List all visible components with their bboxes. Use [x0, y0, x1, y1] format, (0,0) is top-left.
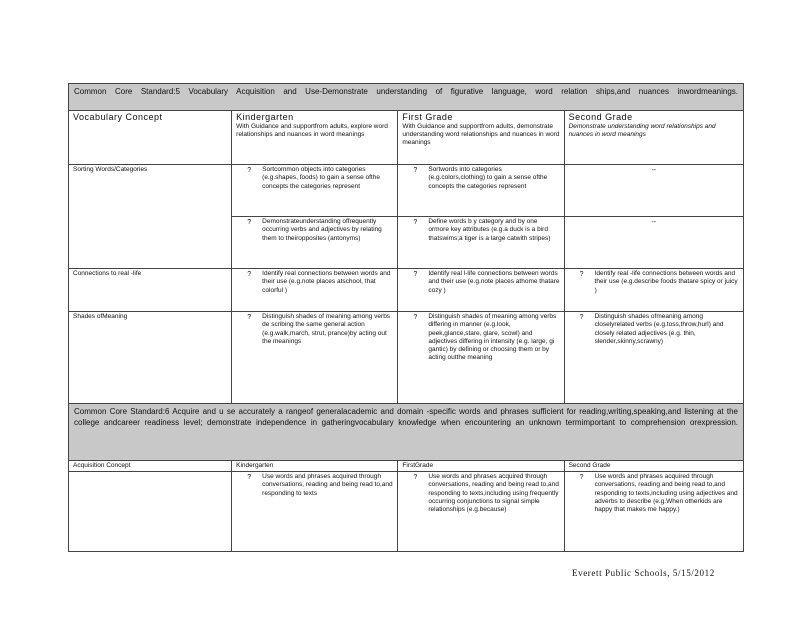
bullet-glyph: ? — [413, 219, 418, 226]
shades-k-cell — [232, 312, 398, 404]
second-grade-title: Second Grade — [568, 112, 633, 122]
shades-label-cell — [69, 312, 232, 404]
acquisition-s-cell — [564, 472, 743, 552]
shades-s-text: Distinguish shades ofmeaning among closelyrelated verbs (e.g.toss,throw,hurl) and closely related adjectives (e.g. thin, slender,skinny,scrawny) — [594, 313, 724, 345]
first-grade-header — [398, 111, 564, 165]
sorting-k2-text: Demonstrateunderstanding offrequently occurring verbs and adjectives by relating them to theiropposites (antonyms) — [262, 218, 382, 242]
sorting-k1-text: Sortcommon objects into categories (e.g.shapes, foods) to gain a sense ofthe concepts the categories represent — [262, 166, 380, 190]
acquisition-k-cell — [232, 472, 398, 552]
connections-f-text: Identify real l-life connections between words and their use (e.g.note places athome thatare cozy ) — [428, 270, 560, 294]
acquisition-k-text: Use words and phrases acquired through conversations, reading and being read to,and responding to texts — [262, 473, 393, 497]
kindergarten-title: Kindergarten — [236, 112, 294, 122]
shades-f-cell — [398, 312, 564, 404]
acquisition-s-header — [564, 461, 743, 472]
acquisition-f-header — [398, 461, 564, 472]
standard-6-text: Common Core Standard:6 Acquire and u se accurately a rangeof generalacademic and domain -specific words and phrases sufficient for reading,writing,speaking,and listening at the college andcareer readiness level; demonstrate independence in gatheringvocabulary knowledge when encountering an unknown termimportant to comprehension orexpression. — [69, 404, 744, 461]
acquisition-f-text: Use words and phrases acquired through conversations, reading and being read to,and responding to texts,including using frequently occurring conjunctions to signal simple relationships (e.g.because) — [428, 473, 559, 514]
grade-header-row — [69, 111, 744, 165]
bullet-glyph: ? — [579, 271, 584, 278]
standards-document — [68, 83, 744, 552]
standard-5-row — [69, 84, 744, 111]
shades-k-text: Distinguish shades of meaning among verbs de scribing the same general action (e.g.walk,march, strut, prance)by acting out the meanings — [262, 313, 391, 345]
bullet-glyph: ? — [247, 314, 252, 321]
first-grade-subtitle: With Guidance and supportfrom adults, demonstrate understanding word relationships and nuances in word meanings — [402, 123, 560, 146]
sorting-s1-cell — [564, 165, 743, 217]
acquisition-concept-header — [69, 461, 232, 472]
acquisition-row — [69, 472, 744, 552]
bullet-glyph: ? — [247, 474, 252, 481]
connections-label: Connections to real -life — [73, 270, 142, 277]
shades-f-text: Distinguish shades of meaning among verbs differing in manner (e.g.look, peek,glance,stare, glare, scowl) and adjectives differing in intensity (e.g. large, gi gantic) by defining or choosing them or by acting outthe meaning — [428, 313, 557, 362]
bullet-glyph: ? — [413, 271, 418, 278]
bullet-glyph: ? — [413, 167, 418, 174]
shades-label: Shades ofMeaning — [73, 313, 128, 320]
sorting-k2-cell — [232, 217, 398, 269]
connections-s-cell — [564, 269, 743, 312]
bullet-glyph: ? — [247, 271, 252, 278]
second-grade-header — [564, 111, 743, 165]
bullet-glyph: ? — [413, 314, 418, 321]
sorting-f1-cell — [398, 165, 564, 217]
acquisition-empty-cell — [69, 472, 232, 552]
sorting-f1-text: Sortwords into categories (e.g.colors,clothing) to gain a sense ofthe concepts the categories represent — [428, 166, 548, 190]
first-grade-title: First Grade — [402, 112, 453, 122]
standard-6-row — [69, 404, 744, 461]
shades-s-cell — [564, 312, 743, 404]
connections-s-text: Identify real -life connections between words and their use (e.g.describe foods thatare spicy or juicy ) — [594, 270, 738, 294]
bullet-glyph: ? — [247, 167, 252, 174]
connections-k-text: Identify real connections between words and their use (e.g.note places atschool, that colorful ) — [262, 270, 391, 294]
acquisition-concept-label: Acquisition Concept — [73, 462, 131, 469]
concept-header-label: Vocabulary Concept — [73, 112, 163, 122]
connections-label-cell — [69, 269, 232, 312]
acquisition-s-label: Second Grade — [568, 462, 611, 469]
sorting-row-1 — [69, 165, 744, 217]
connections-k-cell — [232, 269, 398, 312]
acquisition-f-cell — [398, 472, 564, 552]
bullet-glyph: ? — [579, 314, 584, 321]
bullet-glyph: ? — [579, 474, 584, 481]
bullet-glyph: ? — [247, 219, 252, 226]
acquisition-k-header — [232, 461, 398, 472]
kindergarten-header — [232, 111, 398, 165]
connections-row — [69, 269, 744, 312]
acquisition-k-label: Kindergarten — [236, 462, 274, 469]
second-grade-subtitle: Demonstrate understanding word relationships and nuances in word meanings — [568, 123, 716, 138]
standard-5-text: Common Core Standard:5 Vocabulary Acquisition and Use-Demonstrate understanding of figurative language, word relation ships,and nuances inwordmeanings. — [69, 84, 744, 111]
acquisition-header-row — [69, 461, 744, 472]
sorting-f2-cell — [398, 217, 564, 269]
standards-table — [68, 83, 744, 552]
shades-row — [69, 312, 744, 404]
page-footer: Everett Public Schools, 5/15/2012 — [572, 568, 715, 578]
sorting-s2-cell — [564, 217, 743, 269]
acquisition-f-label: FirstGrade — [402, 462, 434, 469]
acquisition-s-text: Use words and phrases acquired through conversations, reading and being read to,and responding to texts,including using adjectives and adverbs to describe (e.g.When otherkids are happy that makes me happy.) — [594, 473, 738, 514]
sorting-k1-cell — [232, 165, 398, 217]
dash-placeholder: -- — [651, 167, 657, 174]
kindergarten-subtitle: With Guidance and supportfrom adults, explore word relationships and nuances in word meanings — [236, 123, 388, 138]
bullet-glyph: ? — [413, 474, 418, 481]
sorting-f2-text: Define words b y category and by one ormore key attributes (e.g.a duck is a bird thatswims;a tiger is a large catwith stripes) — [428, 218, 551, 242]
dash-placeholder: -- — [651, 219, 657, 226]
sorting-label: Sorting Words/Categories — [73, 166, 148, 173]
concept-header — [69, 111, 232, 165]
sorting-label-cell — [69, 165, 232, 269]
connections-f-cell — [398, 269, 564, 312]
